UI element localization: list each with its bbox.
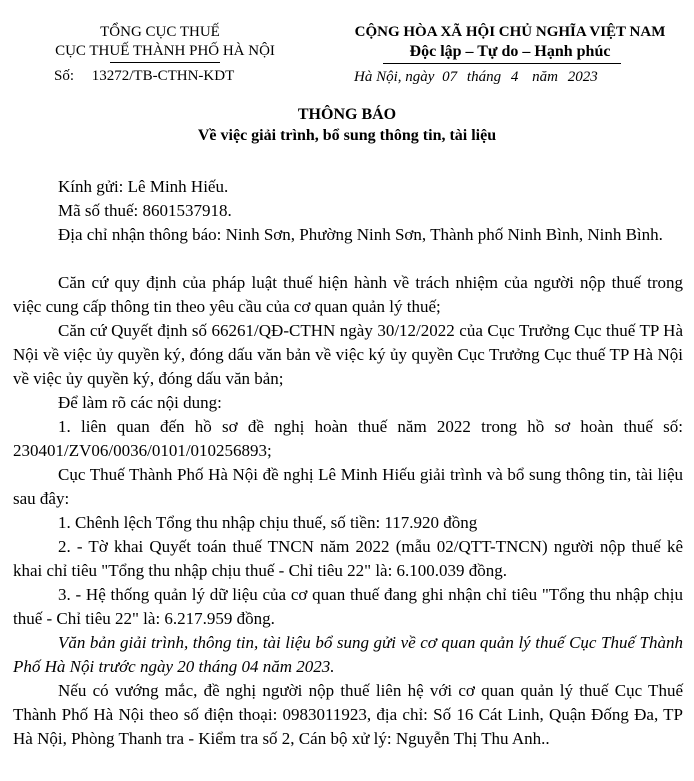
place-date <box>354 69 598 86</box>
agency-parent: TỔNG CỤC THUẾ <box>100 24 220 40</box>
motto: Độc lập – Tự do – Hạnh phúc <box>409 43 611 60</box>
date-month-label: tháng <box>466 69 502 85</box>
paragraph-legal-basis: Căn cứ quy định của pháp luật thuế hiện hành về trách nhiệm của người nộp thuế trong việc cung cấp thông tin theo yêu cầu của cơ quan quản lý thuế; <box>13 273 683 316</box>
doc-number-line <box>54 68 234 85</box>
paragraph-deadline: Văn bản giải trình, thông tin, tài liệu bổ sung gửi về cơ quan quản lý thuế Cục Thuế Thành Phố Hà Nội trước ngày 20 tháng 04 năm 2023. <box>13 633 683 676</box>
doc-number-label: Số: <box>54 68 75 84</box>
paragraph-contact: Nếu có vướng mắc, đề nghị người nộp thuế liên hệ với cơ quan quản lý thuế Cục Thuế Thành Phố Hà Nội theo số điện thoại: 0983011923, địa chỉ: Số 16 Cát Linh, Quận Đống Đa, TP Hà Nội, Phòng Thanh tra - Kiểm tra số 2, Cán bộ xử lý: Nguyễn Thị Thu Anh.. <box>13 681 683 748</box>
date-month: 4 <box>510 69 519 85</box>
paragraph-difference: 1. Chênh lệch Tổng thu nhập chịu thuế, số tiền: 117.920 đồng <box>58 513 478 532</box>
recipient-line: Kính gửi: Lê Minh Hiếu. <box>58 177 229 196</box>
agency-name: CỤC THUẾ THÀNH PHỐ HÀ NỘI <box>55 43 275 59</box>
paragraph-item-1: 1. liên quan đến hồ sơ đề nghị hoàn thuế năm 2022 trong hồ sơ hoàn thuế số: 230401/ZV06/0036/0101/010256893; <box>13 417 683 460</box>
country-name: CỘNG HÒA XÃ HỘI CHỦ NGHĨA VIỆT NAM <box>354 24 666 40</box>
paragraph-clarify-intro: Để làm rõ các nội dung: <box>58 393 222 412</box>
date-day: 07 <box>442 69 458 85</box>
paragraph-declared-value: 2. - Tờ khai Quyết toán thuế TNCN năm 2022 (mẫu 02/QTT-TNCN) người nộp thuế kê khai chỉ tiêu "Tổng thu nhập chịu thuế - Chỉ tiêu 22" là: 6.100.039 đồng. <box>13 537 683 580</box>
agency-underline <box>110 62 220 63</box>
paragraph-request: Cục Thuế Thành Phố Hà Nội đề nghị Lê Minh Hiếu giải trình và bổ sung thông tin, tài liệu sau đây: <box>13 465 683 508</box>
address-line: Địa chỉ nhận thông báo: Ninh Sơn, Phường Ninh Sơn, Thành phố Ninh Bình, Ninh Bình. <box>58 225 663 244</box>
place-date-prefix: Hà Nội, ngày <box>354 69 435 85</box>
date-year-label: năm <box>532 69 558 85</box>
date-year: 2023 <box>567 69 598 85</box>
tax-id-line: Mã số thuế: 8601537918. <box>58 201 232 220</box>
doc-number: 13272 <box>91 68 130 84</box>
document-subtitle: Về việc giải trình, bổ sung thông tin, tài liệu <box>197 127 497 144</box>
document-title: THÔNG BÁO <box>297 106 397 123</box>
motto-underline <box>383 63 621 64</box>
paragraph-decision: Căn cứ Quyết định số 66261/QĐ-CTHN ngày 30/12/2022 của Cục Trưởng Cục thuế TP Hà Nội về việc ủy quyền ký, đóng dấu văn bản về việc ký ủy quyền Cục Trưởng Cục thuế TP Hà Nội về việc ủy quyền ký, đóng dấu văn bản; <box>13 321 683 388</box>
doc-code: /TB-CTHN-KDT <box>129 68 235 84</box>
paragraph-recorded-value: 3. - Hệ thống quản lý dữ liệu của cơ quan thuế đang ghi nhận chỉ tiêu "Tổng thu nhập chịu thuế - Chỉ tiêu 22" là: 6.217.959 đồng. <box>13 585 683 628</box>
